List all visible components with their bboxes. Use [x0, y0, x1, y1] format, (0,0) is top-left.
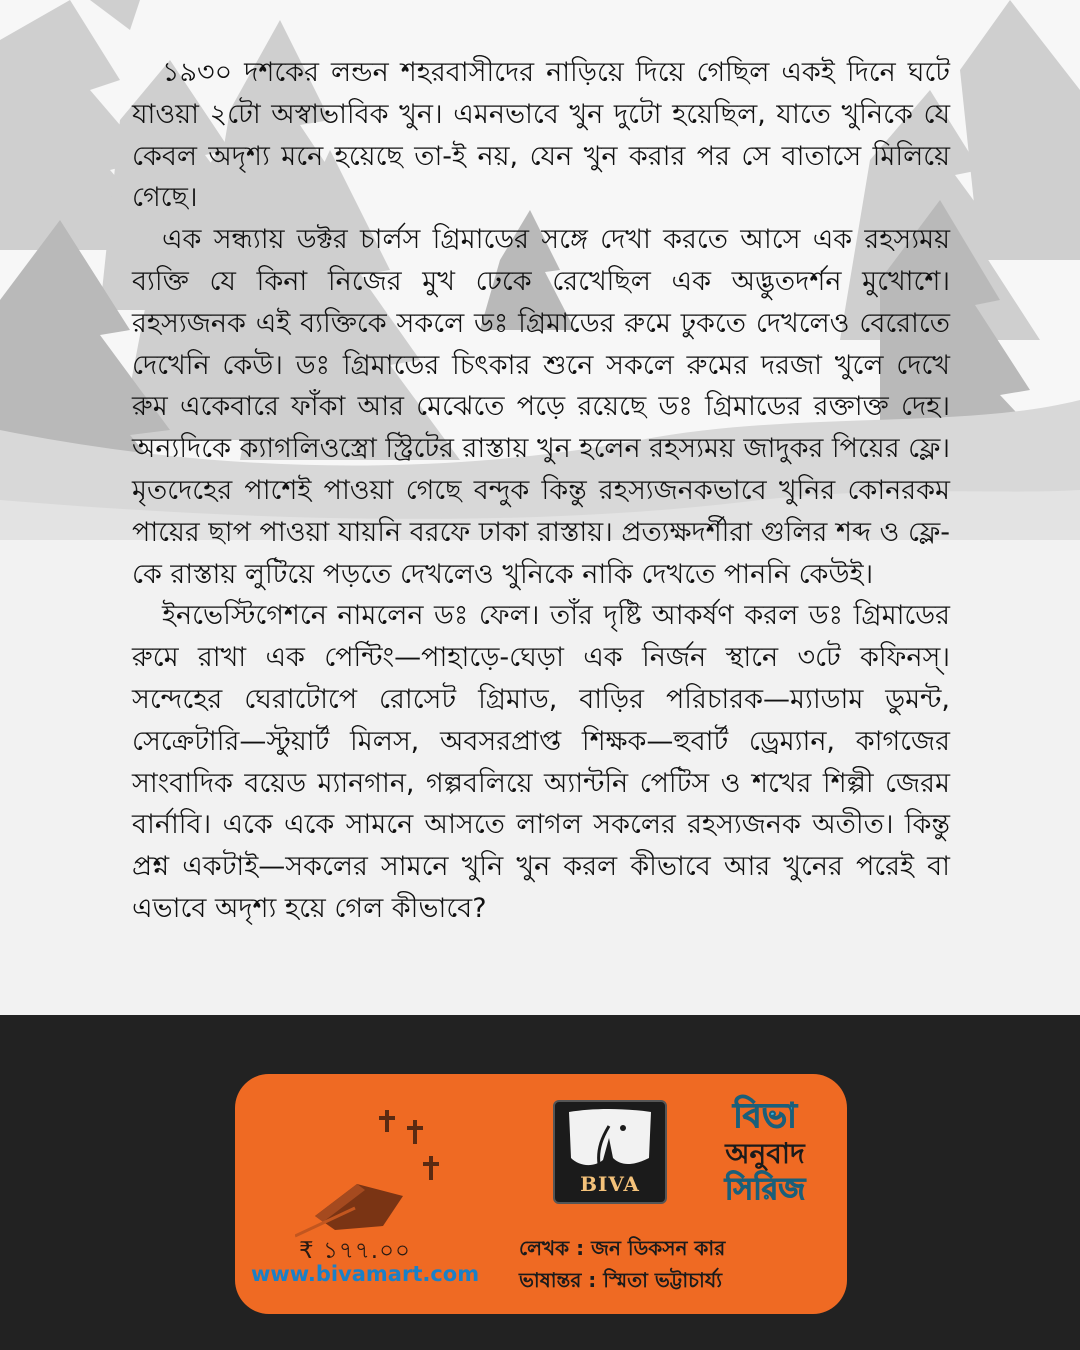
price-label: ₹ ১৭৭.০০ — [299, 1238, 411, 1264]
website-link[interactable]: www.bivamart.com — [251, 1262, 480, 1286]
author-credit: লেখক : জন ডিকসন কার — [519, 1236, 726, 1260]
series-subtitle: অনুবাদ — [725, 1137, 805, 1170]
series-title — [685, 1096, 845, 1208]
blurb-paragraph-1: ১৯৩০ দশকের লন্ডন শহরবাসীদের নাড়িয়ে দিয়ে গেছিল একই দিনে ঘটে যাওয়া ২টো অস্বাভাবিক খুন। এমনভাবে খুন দুটো হয়েছিল, যাতে খুনিকে যে কেবল অদৃশ্য মনে হয়েছে তা-ই নয়, যেন খুন করার পর সে বাতাসে মিলিয়ে গেছে। — [132, 57, 950, 214]
logo-text: BIVA — [580, 1172, 640, 1196]
series-tail: সিরিজ — [724, 1172, 806, 1207]
biva-logo-icon — [553, 1100, 667, 1204]
blurb-paragraph-3: ইনভেস্টিগেশনে নামলেন ডঃ ফেল। তাঁর দৃষ্টি আকর্ষণ করল ডঃ গ্রিমাডের রুমে রাখা এক পেন্টিং—পাহাড়ে-ঘেড়া এক নির্জন স্থানে ৩টে কফিনস্। সন্দেহের ঘেরাটোপে রোসেট গ্রিমাড, বাড়ির পরিচারক—ম্যাডাম ডুমন্ট, সেক্রেটারি—স্টুয়ার্ট মিলস, অবসরপ্রাপ্ত শিক্ষক—হুবার্ট ড্রেম্যান, কাগজের সাংবাদিক বয়েড ম্যানগান, গল্পবলিয়ে অ্যান্টনি পেটিস ও শখের শিল্পী জেরম বার্নাবি। একে একে সামনে আসতে লাগল সকলের রহস্যজনক অতীত। কিন্তু প্রশ্ন একটাই—সকলের সামনে খুনি খুন করল কীভাবে আর খুনের পরেই বা এভাবে অদৃশ্য হয়ে গেল কীভাবে? — [132, 600, 950, 924]
book-blurb — [132, 52, 950, 930]
publisher-card — [235, 1074, 847, 1314]
blurb-paragraph-2: এক সন্ধ্যায় ডক্টর চার্লস গ্রিমাডের সঙ্গে দেখা করতে আসে এক রহস্যময় ব্যক্তি যে কিনা নিজের মুখ ঢেকে রেখেছিল এক অদ্ভুতদর্শন মুখোশে। রহস্যজনক এই ব্যক্তিকে সকলে ডঃ গ্রিমাডের রুমে ঢুকতে দেখলেও বেরোতে দেখেনি কেউ। ডঃ গ্রিমাডের চিৎকার শুনে সকলে রুমের দরজা খুলে দেখে রুম একেবারে ফাঁকা আর মেঝেতে পড়ে রয়েছে ডঃ গ্রিমাডের রক্তাক্ত দেহ। অন্যদিকে ক্যাগলিওস্ত্রো স্ট্রিটের রাস্তায় খুন হলেন রহস্যময় জাদুকর পিয়ের ফ্লে। মৃতদেহের পাশেই পাওয়া গেছে বন্দুক কিন্তু রহস্যজনকভাবে খুনির কোনরকম পায়ের ছাপ পাওয়া যায়নি বরফে ঢাকা রাস্তায়। প্রত্যক্ষদর্শীরা গুলির শব্দ ও ফ্লে-কে রাস্তায় লুটিয়ে পড়তে দেখলেও খুনিকে নাকি দেখতে পাননি কেউই। — [132, 224, 951, 590]
series-name: বিভা — [733, 1096, 797, 1136]
coffin-crosses-icon — [295, 1098, 445, 1238]
translator-credit: ভাষান্তর : স্মিতা ভট্টাচার্য্য — [519, 1268, 723, 1292]
elephant-icon — [563, 1108, 657, 1170]
